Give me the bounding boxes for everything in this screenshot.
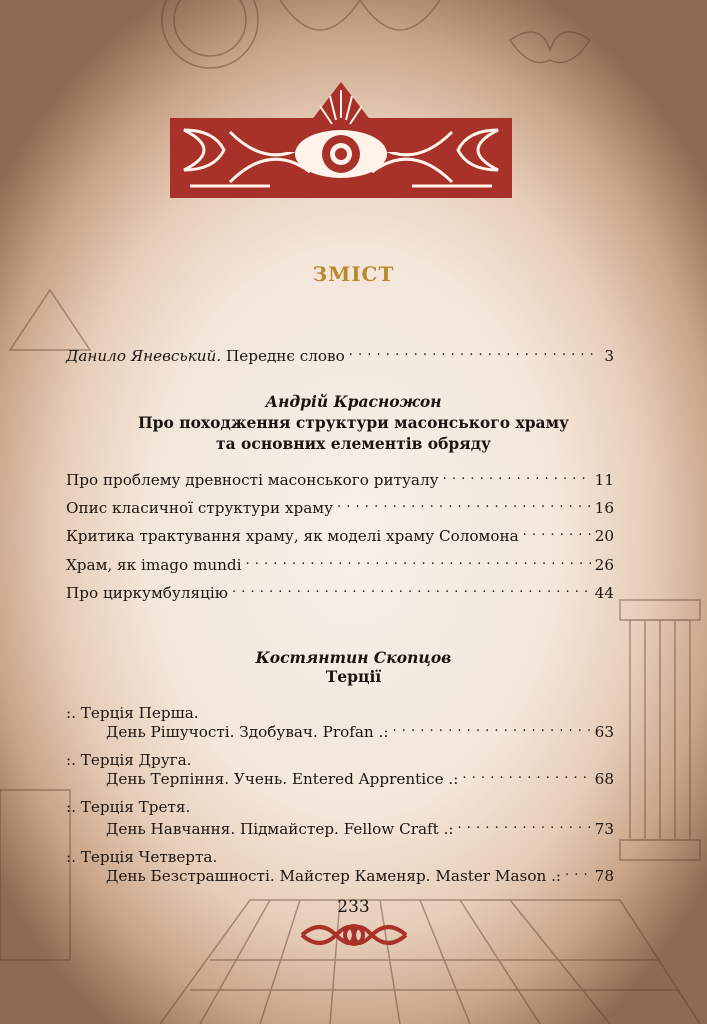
contents-title: ЗМІСТ (312, 262, 395, 286)
tertia-heading: :. Терція Перша. (66, 704, 199, 722)
dot-leader (565, 866, 591, 881)
toc-page-number: 73 (594, 820, 614, 839)
toc-entry[interactable] (106, 819, 614, 839)
toc-label (66, 346, 345, 366)
toc-entry[interactable] (106, 866, 614, 886)
toc-label: Про проблему древності масонського ритуалу (66, 471, 439, 490)
toc-label: Храм, як imago mundi (66, 556, 242, 575)
toc-entry[interactable] (66, 498, 614, 518)
toc-label: Про циркумбуляцію (66, 584, 228, 603)
dot-leader (392, 722, 590, 737)
toc-page-number: 11 (594, 471, 614, 490)
toc-label: Опис класичної структури храму (66, 499, 334, 518)
toc-label: День Безстрашності. Майстер Каменяр. Master Mason .: (106, 867, 562, 886)
toc-page-number: 16 (594, 499, 614, 518)
toc-entry[interactable] (106, 769, 614, 789)
section2-title: Терції (325, 667, 382, 686)
dot-leader (232, 583, 591, 598)
toc-label: День Навчання. Підмайстер. Fellow Craft .: (106, 820, 454, 839)
dot-leader (462, 769, 590, 784)
toc-page-number: 3 (604, 347, 614, 366)
dot-leader (349, 346, 601, 361)
page-number: 233 (337, 897, 370, 917)
toc-page-number: 63 (594, 723, 614, 742)
toc-page-number: 44 (594, 584, 614, 603)
toc-entry[interactable] (66, 583, 614, 603)
dot-leader (458, 819, 591, 834)
celtic-knot-ornament (298, 917, 410, 953)
foreword-text: Переднє слово (226, 347, 345, 366)
dot-leader (246, 555, 591, 570)
tertia-heading: :. Терція Друга. (66, 751, 192, 769)
toc-page-number: 68 (594, 770, 614, 789)
section1-title-line2: та основних елементів обряду (216, 434, 491, 453)
toc-entry[interactable] (106, 722, 614, 742)
toc-entry-foreword[interactable] (66, 346, 614, 366)
all-seeing-eye-ornament (170, 82, 512, 212)
dot-leader (443, 470, 591, 485)
toc-page-number: 78 (594, 867, 614, 886)
tertia-heading: :. Терція Четверта. (66, 848, 218, 866)
dot-leader (337, 498, 591, 513)
toc-label: День Терпіння. Учень. Entered Apprentice .: (106, 770, 459, 789)
toc-page-number: 20 (594, 527, 614, 546)
toc-label: Критика трактування храму, як моделі храму Соломона (66, 527, 519, 546)
toc-entry[interactable] (66, 470, 614, 490)
section1-title-line1: Про походження структури масонського храму (138, 413, 569, 432)
toc-entry[interactable] (66, 555, 614, 575)
tertia-heading: :. Терція Третя. (66, 798, 191, 816)
toc-label: День Рішучості. Здобувач. Profan .: (106, 723, 389, 742)
section1-author: Андрій Красножон (265, 392, 442, 411)
toc-page-number: 26 (594, 556, 614, 575)
section2-author: Костянтин Скопцов (255, 648, 452, 667)
foreword-author: Данило Яневський. (66, 347, 222, 366)
dot-leader (523, 526, 591, 541)
toc-entry[interactable] (66, 526, 614, 546)
